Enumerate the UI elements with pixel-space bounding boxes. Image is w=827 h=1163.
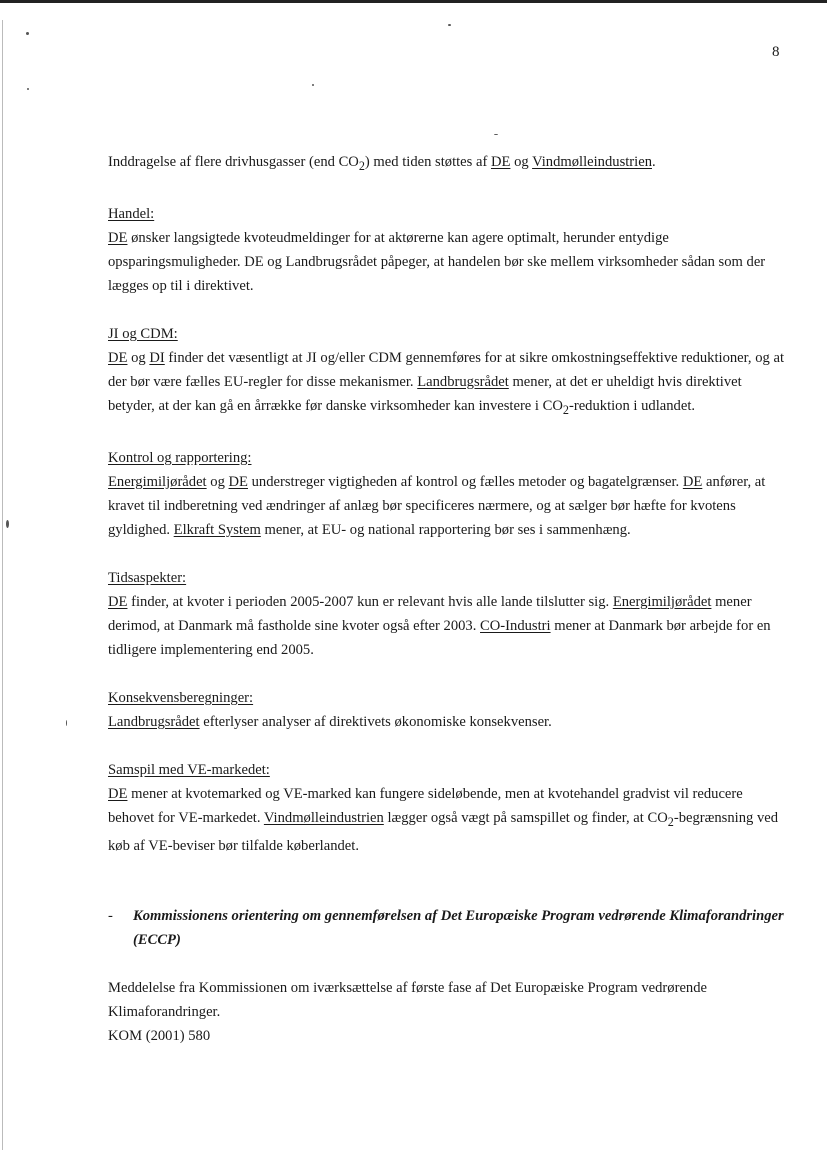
section-konsekvens bbox=[108, 686, 786, 734]
section-heading: Konsekvensberegninger: bbox=[108, 689, 254, 706]
paragraph-text: anfører, at kravet til indberetning ved ændringer af anlæg bør specificeres nærmere, og at sælger bør hæfte for kvotens gyldighed. bbox=[108, 473, 766, 538]
paragraph-text: lægger også vægt på samspillet og finder, at CO bbox=[383, 809, 668, 826]
org-de: DE bbox=[108, 349, 128, 366]
paragraph-text: mener at Danmark bør arbejde for en tidligere implementering end 2005. bbox=[108, 617, 771, 658]
section-heading: Tidsaspekter: bbox=[108, 569, 187, 586]
section-text bbox=[108, 470, 786, 542]
org-de: DE bbox=[490, 154, 511, 170]
org-vindmolleindustrien: Vindmølleindustrien bbox=[263, 809, 384, 826]
intro-text: og bbox=[510, 154, 533, 170]
document-reference: KOM (2001) 580 bbox=[108, 1027, 211, 1044]
scan-speck bbox=[27, 88, 29, 90]
section-tidsaspekter bbox=[108, 566, 786, 662]
paragraph-text: efterlyser analyser af direktivets økonomiske konsekvenser. bbox=[199, 713, 552, 730]
org-energimiljoraadet: Energimiljørådet bbox=[612, 593, 712, 610]
paragraph-text: mener, at EU- og national rapportering bør ses i sammenhæng. bbox=[260, 521, 631, 538]
section-heading: JI og CDM: bbox=[108, 325, 178, 342]
org-co-industri: CO-Industri bbox=[480, 617, 551, 634]
section-text bbox=[108, 710, 786, 734]
announcement bbox=[108, 976, 786, 1048]
intro-text: Inddragelse af flere drivhusgasser (end CO bbox=[108, 154, 359, 170]
section-handel bbox=[108, 202, 786, 298]
scan-speck bbox=[448, 24, 451, 26]
section-kontrol bbox=[108, 446, 786, 542]
org-vindmolleindustrien: Vindmølleindustrien bbox=[532, 154, 652, 170]
announcement-text: Meddelelse fra Kommissionen om iværksættelse af første fase af Det Europæiske Program vedrørende Klimaforandringer. bbox=[108, 979, 707, 1020]
org-de: DE bbox=[682, 473, 703, 490]
paragraph-text: mener derimod, at Danmark må fastholde sine kvoter også efter 2003. bbox=[108, 593, 752, 634]
org-energimiljoraadet: Energimiljørådet bbox=[108, 473, 207, 490]
section-text bbox=[108, 346, 786, 422]
section-heading: Samspil med VE-markedet: bbox=[108, 761, 270, 778]
org-de: DE bbox=[108, 229, 128, 246]
intro-text: . bbox=[652, 154, 656, 170]
scan-top-border bbox=[0, 0, 827, 3]
paragraph-text: -reduktion i udlandet. bbox=[568, 397, 696, 414]
org-di: DI bbox=[149, 349, 165, 366]
section-samspil bbox=[108, 758, 786, 858]
scan-speck bbox=[26, 32, 29, 35]
section-heading: Handel: bbox=[108, 205, 155, 222]
scan-speck bbox=[494, 134, 498, 135]
org-landbrugsraadet: Landbrugsrådet bbox=[417, 373, 509, 390]
page-number: 8 bbox=[772, 44, 780, 60]
paragraph-text: understreger vigtigheden af kontrol og fælles metoder og bagatelgrænser. bbox=[247, 473, 683, 490]
org-de: DE bbox=[108, 785, 128, 802]
paragraph-text: og bbox=[127, 349, 150, 366]
scan-speck bbox=[6, 520, 9, 528]
paragraph-text: mener, at det er uheldigt hvis direktivet betyder, at der kan gå en årrække før danske virksomheder kan investere i CO bbox=[108, 373, 742, 414]
paragraph-text: finder, at kvoter i perioden 2005-2007 kun er relevant hvis alle lande tilslutter sig. bbox=[127, 593, 613, 610]
co2-subscript: 2 bbox=[358, 158, 365, 173]
intro-paragraph bbox=[108, 150, 786, 178]
org-de: DE bbox=[228, 473, 248, 490]
section-text bbox=[108, 590, 786, 662]
org-de: DE bbox=[108, 593, 128, 610]
paragraph-text: ønsker langsigtede kvoteudmeldinger for at aktørerne kan agere optimalt, herunder entydige opsparingsmuligheder. DE og Landbrugsrådet påpeger, at handelen bør ske mellem virksomheder sådan som der lægges op til i direktivet. bbox=[108, 229, 766, 294]
bullet-dash: - bbox=[108, 907, 113, 924]
scan-speck bbox=[312, 84, 314, 86]
bullet-heading-eccp bbox=[108, 904, 786, 952]
section-ji-cdm bbox=[108, 322, 786, 422]
org-elkraft-system: Elkraft System bbox=[173, 521, 261, 538]
document-body bbox=[108, 150, 786, 1048]
paragraph-text: -begrænsning ved køb af VE-beviser bør tilfalde køberlandet. bbox=[108, 809, 779, 854]
section-text bbox=[108, 226, 786, 298]
co2-subscript: 2 bbox=[562, 402, 569, 417]
paragraph-text: finder det væsentligt at JI og/eller CDM gennemføres for at sikre omkostningseffektive reduktioner, og at der bør være fælles EU-regler for disse mekanismer. bbox=[108, 349, 784, 390]
org-landbrugsraadet: Landbrugsrådet bbox=[108, 713, 200, 730]
co2-subscript: 2 bbox=[667, 814, 674, 829]
section-heading: Kontrol og rapportering: bbox=[108, 449, 252, 466]
section-text bbox=[108, 782, 786, 858]
bullet-title: Kommissionens orientering om gennemførelsen af Det Europæiske Program vedrørende Klimaforandringer (ECCP) bbox=[133, 907, 784, 948]
intro-text: ) med tiden støttes af bbox=[364, 154, 491, 170]
paragraph-text: mener at kvotemarked og VE-marked kan fungere sideløbende, men at kvotehandel gradvist vil reducere behovet for VE-markedet. bbox=[108, 785, 743, 826]
scan-speck bbox=[66, 720, 67, 726]
paragraph-text: og bbox=[206, 473, 229, 490]
scan-left-edge bbox=[2, 20, 3, 1150]
